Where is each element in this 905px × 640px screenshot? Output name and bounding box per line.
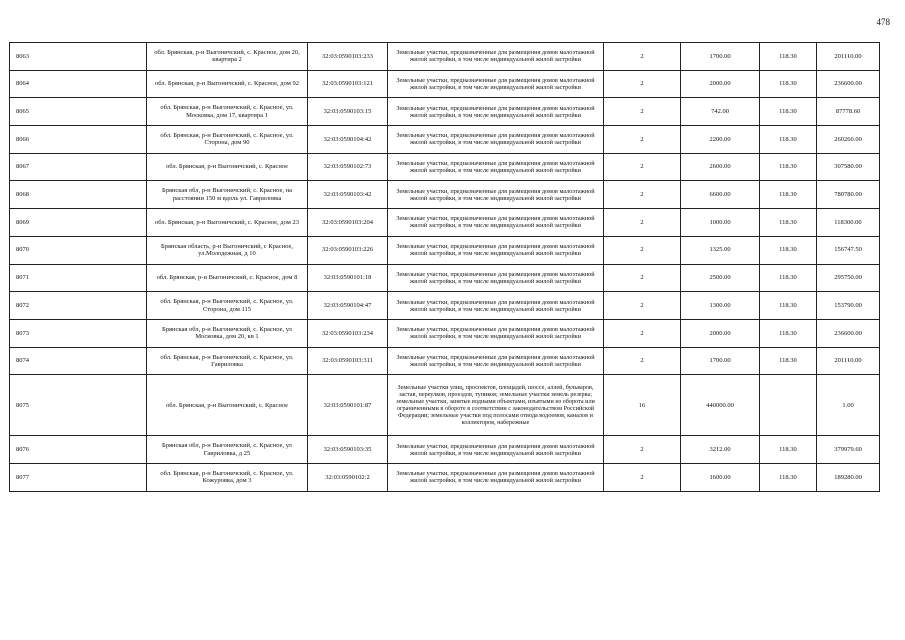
address-cell: обл. Брянская, р-н Выгоничский, с. Красное, дом 23 bbox=[147, 209, 308, 237]
area-cell: 1300.00 bbox=[681, 292, 760, 320]
cadastral-number-cell: 32:03:0590102:73 bbox=[308, 153, 388, 181]
area-cell: 742.00 bbox=[681, 98, 760, 126]
address-cell: обл. Брянская, р-н Выгоничский, с. Красное, дом 92 bbox=[147, 70, 308, 98]
group-code-cell: 2 bbox=[604, 70, 681, 98]
row-number-cell: 8068 bbox=[10, 181, 147, 209]
page-number: 478 bbox=[876, 17, 890, 27]
row-number-cell: 8067 bbox=[10, 153, 147, 181]
table-body bbox=[10, 43, 880, 492]
address-cell: обл. Брянская, р-н Выгоничский, с. Красное, ул. Сторона, дом 90 bbox=[147, 126, 308, 154]
cadastral-value-cell: 260260.00 bbox=[817, 126, 880, 154]
specific-value-cell: 118.30 bbox=[760, 43, 817, 71]
row-number-cell: 8066 bbox=[10, 126, 147, 154]
area-cell: 1700.00 bbox=[681, 43, 760, 71]
group-code-cell: 2 bbox=[604, 436, 681, 464]
area-cell: 3212.00 bbox=[681, 436, 760, 464]
table-row bbox=[10, 375, 880, 436]
group-code-cell: 2 bbox=[604, 126, 681, 154]
table-row bbox=[10, 319, 880, 347]
cadastral-value-cell: 156747.50 bbox=[817, 236, 880, 264]
specific-value-cell: 118.30 bbox=[760, 209, 817, 237]
group-code-cell: 2 bbox=[604, 292, 681, 320]
address-cell: обл. Брянская, р-н Выгоничский, с. Красное, ул. Гавриловка bbox=[147, 347, 308, 375]
cadastral-number-cell: 32:03:0590101:18 bbox=[308, 264, 388, 292]
specific-value-cell: 118.30 bbox=[760, 70, 817, 98]
address-cell: обл. Брянская, р-н Выгоничский, с. Красное, дом 20, квартира 2 bbox=[147, 43, 308, 71]
row-number-cell: 8063 bbox=[10, 43, 147, 71]
land-use-cell: Земельные участки, предназначенные для размещения домов малоэтажной жилой застройки, в том числе индивидуальной жилой застройки bbox=[388, 463, 604, 491]
cadastral-number-cell: 32:03:0590103:226 bbox=[308, 236, 388, 264]
area-cell: 1325.00 bbox=[681, 236, 760, 264]
area-cell: 1000.00 bbox=[681, 209, 760, 237]
cadastral-number-cell: 32:03:0590103:35 bbox=[308, 436, 388, 464]
cadastral-number-cell: 32:03:0590104:47 bbox=[308, 292, 388, 320]
land-use-cell: Земельные участки, предназначенные для размещения домов малоэтажной жилой застройки, в том числе индивидуальной жилой застройки bbox=[388, 43, 604, 71]
specific-value-cell: 118.30 bbox=[760, 347, 817, 375]
cadastral-value-table bbox=[9, 42, 880, 492]
specific-value-cell: 118.30 bbox=[760, 153, 817, 181]
cadastral-number-cell: 32:03:0590103:204 bbox=[308, 209, 388, 237]
table-row bbox=[10, 463, 880, 491]
table-row bbox=[10, 153, 880, 181]
group-code-cell: 2 bbox=[604, 43, 681, 71]
row-number-cell: 8070 bbox=[10, 236, 147, 264]
specific-value-cell: 118.30 bbox=[760, 98, 817, 126]
table-row bbox=[10, 264, 880, 292]
area-cell: 2600.00 bbox=[681, 153, 760, 181]
group-code-cell: 2 bbox=[604, 98, 681, 126]
table-row bbox=[10, 181, 880, 209]
cadastral-value-cell: 201110.00 bbox=[817, 43, 880, 71]
row-number-cell: 8075 bbox=[10, 375, 147, 436]
address-cell: Брянская область, р-н Выгоничский, с Красное, ул.Молодежная, д 10 bbox=[147, 236, 308, 264]
cadastral-value-cell: 780780.00 bbox=[817, 181, 880, 209]
group-code-cell: 2 bbox=[604, 236, 681, 264]
cadastral-number-cell: 32:03:0590102:2 bbox=[308, 463, 388, 491]
row-number-cell: 8071 bbox=[10, 264, 147, 292]
specific-value-cell: 118.30 bbox=[760, 292, 817, 320]
specific-value-cell: 118.30 bbox=[760, 126, 817, 154]
table-row bbox=[10, 43, 880, 71]
table-row bbox=[10, 292, 880, 320]
group-code-cell: 2 bbox=[604, 181, 681, 209]
specific-value-cell: 118.30 bbox=[760, 319, 817, 347]
row-number-cell: 8077 bbox=[10, 463, 147, 491]
table-row bbox=[10, 236, 880, 264]
cadastral-number-cell: 32:03:0590103:42 bbox=[308, 181, 388, 209]
land-use-cell: Земельные участки улиц, проспектов, площадей, шоссе, аллей, бульваров, застав, переулков, проездов, тупиков; земельные участки земель резерва; земельные участки, занятые водными объектами, изъятыми из оборота или ограниченными в обороте в соответствии с законодательством Российской Федерации; земельные участки под полосами отвода водоемов, каналов и коллекторов, набережные bbox=[388, 375, 604, 436]
address-cell: Брянская обл, р-н Выгоничский, с. Красное, ул Московка, дом 20, кв 1 bbox=[147, 319, 308, 347]
area-cell: 2200.00 bbox=[681, 126, 760, 154]
area-cell: 1600.00 bbox=[681, 463, 760, 491]
cadastral-value-cell: 118300.00 bbox=[817, 209, 880, 237]
specific-value-cell: 118.30 bbox=[760, 436, 817, 464]
specific-value-cell: 118.30 bbox=[760, 236, 817, 264]
group-code-cell: 2 bbox=[604, 209, 681, 237]
cadastral-number-cell: 32:03:0590103:234 bbox=[308, 319, 388, 347]
area-cell: 2000.00 bbox=[681, 70, 760, 98]
address-cell: обл. Брянская, р-н Выгоничский, с. Красное, дом 8 bbox=[147, 264, 308, 292]
address-cell: Брянская обл, р-н Выгоничский, с. Красное, на расстоянии 150 м вдоль ул. Гавриловка bbox=[147, 181, 308, 209]
cadastral-value-cell: 379979.60 bbox=[817, 436, 880, 464]
area-cell: 2000.00 bbox=[681, 319, 760, 347]
group-code-cell: 2 bbox=[604, 264, 681, 292]
group-code-cell: 16 bbox=[604, 375, 681, 436]
row-number-cell: 8065 bbox=[10, 98, 147, 126]
land-use-cell: Земельные участки, предназначенные для размещения домов малоэтажной жилой застройки, в том числе индивидуальной жилой застройки bbox=[388, 264, 604, 292]
table-row bbox=[10, 436, 880, 464]
land-use-cell: Земельные участки, предназначенные для размещения домов малоэтажной жилой застройки, в том числе индивидуальной жилой застройки bbox=[388, 319, 604, 347]
land-use-cell: Земельные участки, предназначенные для размещения домов малоэтажной жилой застройки, в том числе индивидуальной жилой застройки bbox=[388, 236, 604, 264]
land-use-cell: Земельные участки, предназначенные для размещения домов малоэтажной жилой застройки, в том числе индивидуальной жилой застройки bbox=[388, 181, 604, 209]
land-use-cell: Земельные участки, предназначенные для размещения домов малоэтажной жилой застройки, в том числе индивидуальной жилой застройки bbox=[388, 153, 604, 181]
group-code-cell: 2 bbox=[604, 153, 681, 181]
table-row bbox=[10, 209, 880, 237]
cadastral-value-cell: 295750.00 bbox=[817, 264, 880, 292]
table-row bbox=[10, 70, 880, 98]
row-number-cell: 8074 bbox=[10, 347, 147, 375]
cadastral-number-cell: 32:03:0590103:121 bbox=[308, 70, 388, 98]
table-row bbox=[10, 98, 880, 126]
specific-value-cell: 118.30 bbox=[760, 181, 817, 209]
land-use-cell: Земельные участки, предназначенные для размещения домов малоэтажной жилой застройки, в том числе индивидуальной жилой застройки bbox=[388, 436, 604, 464]
cadastral-value-cell: 153790.00 bbox=[817, 292, 880, 320]
address-cell: обл. Брянская, р-н Выгоничский, с. Красное, ул. Московка, дом 17, квартира 1 bbox=[147, 98, 308, 126]
cadastral-number-cell: 32:03:0590101:87 bbox=[308, 375, 388, 436]
address-cell: обл. Брянская, р-н Выгоничский, с. Красное, ул. Сторона, дом 115 bbox=[147, 292, 308, 320]
table-row bbox=[10, 126, 880, 154]
specific-value-cell: 118.30 bbox=[760, 264, 817, 292]
cadastral-number-cell: 32:03:0590104:42 bbox=[308, 126, 388, 154]
land-use-cell: Земельные участки, предназначенные для размещения домов малоэтажной жилой застройки, в том числе индивидуальной жилой застройки bbox=[388, 209, 604, 237]
cadastral-value-cell: 1.00 bbox=[817, 375, 880, 436]
land-use-cell: Земельные участки, предназначенные для размещения домов малоэтажной жилой застройки, в том числе индивидуальной жилой застройки bbox=[388, 292, 604, 320]
area-cell: 6600.00 bbox=[681, 181, 760, 209]
row-number-cell: 8064 bbox=[10, 70, 147, 98]
cadastral-number-cell: 32:03:0590103:233 bbox=[308, 43, 388, 71]
row-number-cell: 8072 bbox=[10, 292, 147, 320]
cadastral-value-cell: 189280.00 bbox=[817, 463, 880, 491]
group-code-cell: 2 bbox=[604, 347, 681, 375]
cadastral-value-cell: 307580.00 bbox=[817, 153, 880, 181]
address-cell: Брянская обл, р-н Выгоничский, с. Красное, ул Гавриловка, д 25 bbox=[147, 436, 308, 464]
land-use-cell: Земельные участки, предназначенные для размещения домов малоэтажной жилой застройки, в том числе индивидуальной жилой застройки bbox=[388, 347, 604, 375]
group-code-cell: 2 bbox=[604, 319, 681, 347]
specific-value-cell: 118.30 bbox=[760, 463, 817, 491]
land-use-cell: Земельные участки, предназначенные для размещения домов малоэтажной жилой застройки, в том числе индивидуальной жилой застройки bbox=[388, 70, 604, 98]
cadastral-value-cell: 87778.60 bbox=[817, 98, 880, 126]
row-number-cell: 8069 bbox=[10, 209, 147, 237]
land-use-cell: Земельные участки, предназначенные для размещения домов малоэтажной жилой застройки, в том числе индивидуальной жилой застройки bbox=[388, 126, 604, 154]
area-cell: 440000.00 bbox=[681, 375, 760, 436]
area-cell: 2500.00 bbox=[681, 264, 760, 292]
cadastral-value-cell: 236600.00 bbox=[817, 319, 880, 347]
cadastral-value-cell: 236600.00 bbox=[817, 70, 880, 98]
address-cell: обл. Брянская, р-н Выгоничский, с. Красное bbox=[147, 153, 308, 181]
cadastral-value-cell: 201110.00 bbox=[817, 347, 880, 375]
specific-value-cell bbox=[760, 375, 817, 436]
row-number-cell: 8073 bbox=[10, 319, 147, 347]
area-cell: 1700.00 bbox=[681, 347, 760, 375]
table-row bbox=[10, 347, 880, 375]
group-code-cell: 2 bbox=[604, 463, 681, 491]
address-cell: обл. Брянская, р-н Выгоничский, с. Красное, ул. Кожуровка, дом 3 bbox=[147, 463, 308, 491]
row-number-cell: 8076 bbox=[10, 436, 147, 464]
cadastral-number-cell: 32:03:0590103:15 bbox=[308, 98, 388, 126]
land-use-cell: Земельные участки, предназначенные для размещения домов малоэтажной жилой застройки, в том числе индивидуальной жилой застройки bbox=[388, 98, 604, 126]
address-cell: обл. Брянская, р-н Выгоничский, с. Красное bbox=[147, 375, 308, 436]
cadastral-number-cell: 32:03:0590103:311 bbox=[308, 347, 388, 375]
